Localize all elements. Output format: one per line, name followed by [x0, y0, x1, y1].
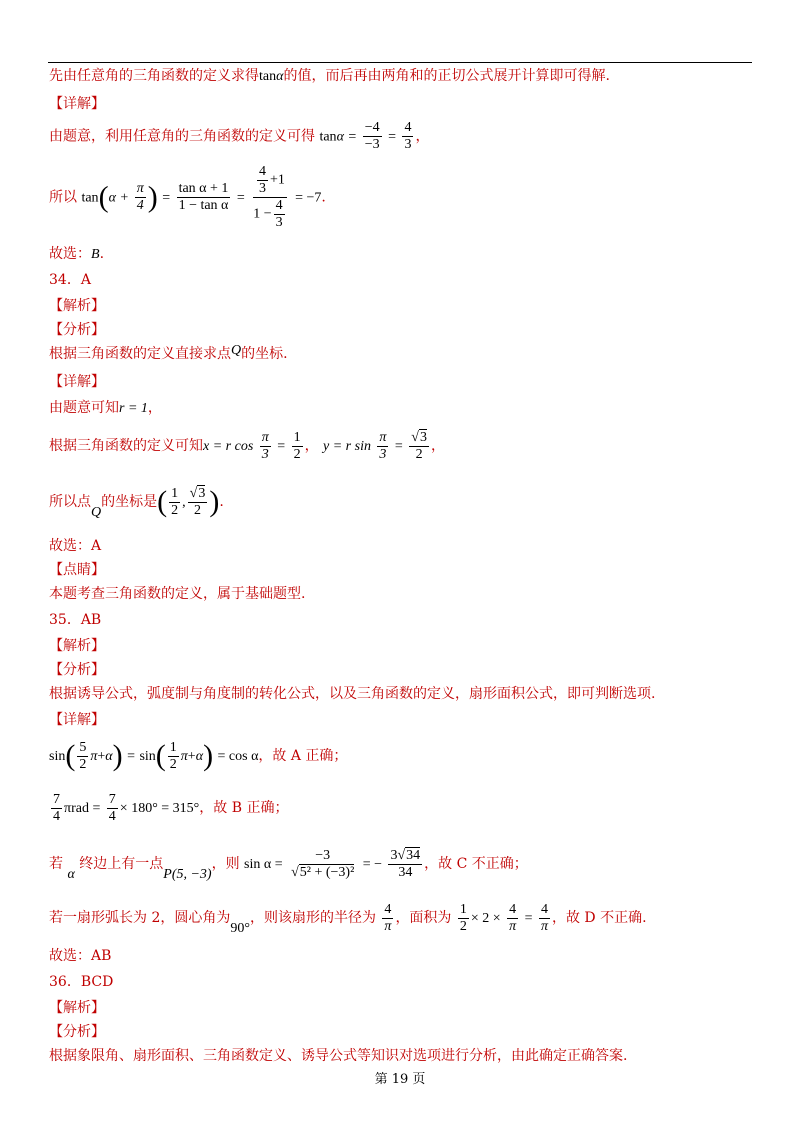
text: .: [219, 494, 224, 510]
math-degrees: × 180° = 315°: [119, 801, 200, 816]
fraction-1-2: [168, 740, 179, 773]
denominator: 34: [398, 864, 413, 880]
fraction-7-4: [107, 792, 118, 825]
radicand: 3: [198, 485, 206, 501]
math-Q: Q: [231, 343, 242, 358]
denominator: −3: [364, 137, 380, 152]
heading-detail: 【详解】: [49, 96, 105, 112]
numerator: π: [261, 429, 269, 445]
math-tan: tan: [259, 69, 277, 84]
math-plus: +: [120, 190, 129, 206]
radicand: 3: [419, 429, 427, 445]
denominator: 3: [261, 446, 269, 462]
one-minus: 1 −: [253, 206, 272, 222]
solution-line-a: [49, 734, 347, 779]
math-eq: =: [236, 190, 245, 206]
numerator: 4: [384, 901, 392, 917]
numerator: 4: [258, 164, 266, 179]
denominator: 2: [193, 502, 201, 518]
fraction-sqrt3-2: [188, 486, 208, 519]
denominator: 4: [136, 198, 144, 213]
math-alpha: α: [276, 69, 284, 84]
math-90deg: 90°: [230, 921, 250, 936]
text: 若: [49, 856, 63, 872]
page-number: 第 19 页: [374, 1072, 426, 1087]
math-sin: sin: [49, 749, 66, 764]
paren-open: (: [155, 739, 166, 772]
heading-breakdown: 【分析】: [49, 662, 105, 678]
choice-line-34: [49, 536, 101, 556]
numerator: √3: [189, 485, 206, 501]
coefficient: 3: [390, 847, 398, 863]
math-eq: =: [162, 190, 171, 206]
answer: AB: [91, 948, 112, 964]
fraction-4-pi: [539, 902, 550, 935]
fraction-7-4: [51, 792, 62, 825]
fraction-pi-3: [260, 430, 271, 463]
numerator: −4: [364, 120, 380, 135]
math-alpha: α: [67, 867, 75, 882]
numerator: π: [136, 181, 144, 196]
comment-line-34: 本题考查三角函数的定义，属于基础题型.: [49, 586, 306, 602]
numerator: 7: [108, 791, 116, 807]
numerator: 4: [275, 198, 283, 213]
fraction-4-pi: [507, 902, 518, 935]
text: 若一扇形弧长为 2，圆心角为: [49, 910, 231, 926]
solution-line-d: [49, 896, 647, 941]
fraction-4-3: [402, 120, 413, 153]
text: 由题意，利用任意角的三角函数的定义可得: [49, 128, 315, 145]
math-r: r = 1: [119, 401, 148, 416]
numerator: π: [379, 429, 387, 445]
numerator: 7: [53, 791, 60, 807]
denominator: 2: [293, 446, 301, 462]
analysis-line-35: 根据诱导公式，弧度制与角度制的转化公式，以及三角函数的定义，扇形面积公式，即可判断选项.: [49, 686, 656, 702]
math-eq: =: [127, 749, 135, 764]
text: ，: [147, 400, 162, 416]
heading-detail: 【详解】: [49, 374, 105, 390]
paren-close: ): [147, 180, 158, 214]
math-result: = −7: [295, 190, 322, 206]
text: ，则: [211, 856, 240, 872]
paren-close: ): [112, 739, 123, 772]
text: .: [99, 246, 105, 262]
paren-close: ): [209, 485, 220, 518]
heading-comment: 【点睛】: [49, 562, 105, 578]
numerator: tan α + 1: [178, 181, 229, 196]
math-Q: Q: [91, 505, 102, 520]
fraction-5-2: [77, 740, 88, 773]
math-alpha: α: [195, 749, 204, 764]
math-x: x = r cos: [203, 439, 254, 454]
heading-detail: 【详解】: [49, 712, 105, 728]
paren-close: ): [203, 739, 214, 772]
text: ，: [304, 438, 319, 454]
solution-line-r: [49, 398, 162, 419]
math-tan: tan: [319, 129, 337, 145]
text: ，面积为: [395, 910, 452, 926]
math-eq: =: [277, 439, 286, 454]
denominator: [251, 198, 288, 231]
comma: ,: [182, 495, 186, 510]
math-plus: +: [97, 749, 106, 764]
radicand: 5² + (−3)²: [299, 864, 355, 880]
heading-analysis: 【解析】: [49, 298, 105, 314]
header-rule: [48, 62, 752, 63]
denominator: 2: [459, 918, 467, 934]
choice-line-35: [49, 946, 111, 966]
solution-line-b: [49, 788, 289, 829]
heading-breakdown: 【分析】: [49, 1024, 105, 1040]
fraction-1-2: [292, 430, 303, 463]
paren-open: (: [157, 485, 168, 518]
denominator: 2: [169, 756, 177, 772]
numerator: 4: [404, 120, 412, 135]
numerator: [253, 164, 287, 198]
math-cos-alpha: = cos α: [217, 749, 259, 764]
numerator: 1: [293, 429, 301, 445]
radicand: 34: [406, 847, 421, 863]
denominator: 1 − tan α: [178, 198, 229, 213]
math-alpha: α: [336, 129, 344, 145]
text: 根据三角函数的定义直接求点: [49, 346, 231, 362]
math-sin-alpha: sin α =: [244, 857, 283, 872]
math-eq: =: [524, 911, 533, 926]
math-pi: π: [90, 749, 98, 764]
text: 的坐标.: [241, 346, 288, 362]
text: 的值，而后再由两角和的正切公式展开计算即可得解.: [283, 68, 610, 84]
math-eq: =: [348, 129, 357, 145]
fraction-sin-value: [289, 848, 356, 881]
text: 的坐标是: [101, 494, 158, 510]
text: 所以: [49, 189, 77, 206]
solution-line-c: [49, 840, 528, 889]
heading-analysis: 【解析】: [49, 1000, 105, 1016]
math-alpha: α: [105, 749, 113, 764]
math-eq: =: [388, 129, 396, 145]
denominator: 3: [379, 446, 387, 462]
math-eq: =: [394, 439, 403, 454]
text: 终边上有一点: [79, 856, 164, 872]
numerator: 1: [169, 739, 177, 755]
fraction-4-pi: [382, 902, 393, 935]
text: ，则该扇形的半径为: [249, 910, 376, 926]
choice-line-33: [49, 244, 104, 265]
plus-one: +1: [269, 172, 285, 188]
text: 故选：: [49, 246, 91, 262]
text: 根据三角函数的定义可知: [49, 438, 203, 454]
denominator: π: [540, 918, 548, 934]
question-35-header: 35．AB: [49, 612, 102, 628]
denominator: 4: [108, 808, 116, 824]
math-y: y = r sin: [323, 439, 371, 454]
math-tan: tan: [81, 190, 99, 206]
numerator: 3√34: [390, 847, 421, 863]
fraction-4-3: [274, 198, 285, 231]
fraction-pi-4: [135, 181, 146, 214]
fraction-4-3: [257, 164, 268, 197]
text: ，: [415, 128, 430, 145]
solution-line-point: [49, 480, 224, 525]
question-34-header: 34．A: [49, 272, 91, 288]
solution-line-tan-sum: [49, 164, 326, 231]
denominator: π: [509, 918, 517, 934]
text: 所以点: [49, 494, 91, 510]
analysis-line-34: [49, 344, 288, 365]
numerator: 1: [459, 901, 467, 917]
math-sin: sin: [139, 749, 156, 764]
numerator: 5: [79, 739, 87, 755]
denominator: π: [384, 918, 392, 934]
denominator: 3: [275, 215, 283, 230]
math-eq: = −: [362, 857, 383, 872]
fraction-1-2: [169, 486, 180, 519]
question-36-header: 36．BCD: [49, 974, 114, 990]
fraction-1-2: [458, 902, 469, 935]
analysis-line-36: 根据象限角、扇形面积、三角函数定义、诱导公式等知识对选项进行分析，由此确定正确答案.: [49, 1048, 628, 1064]
denominator: 2: [79, 756, 87, 772]
paren-open: (: [98, 180, 109, 214]
denominator: 2: [171, 502, 179, 518]
answer: B: [91, 247, 100, 262]
paren-open: (: [65, 739, 76, 772]
math-point-P: P(5, −3): [163, 867, 212, 882]
fraction-neg4-neg3: [363, 120, 382, 153]
text: ，故 C 不正确；: [424, 856, 528, 872]
math-pi: π: [180, 749, 188, 764]
solution-line-xy: [49, 424, 445, 469]
denominator: 4: [53, 808, 60, 824]
math-times: × 2 ×: [470, 911, 501, 926]
text: ，故 A 正确；: [258, 748, 348, 764]
heading-breakdown: 【分析】: [49, 322, 105, 338]
fraction-tan-formula: [177, 181, 231, 214]
fraction-3sqrt34-34: [388, 848, 422, 881]
fraction-compound: [251, 164, 288, 231]
heading-analysis: 【解析】: [49, 638, 105, 654]
text: 故选：: [49, 538, 91, 554]
text: .: [321, 189, 326, 206]
denominator: 3: [258, 181, 266, 196]
text: 先由任意角的三角函数的定义求得: [49, 68, 259, 84]
text: ，故 D 不正确.: [551, 910, 647, 926]
analysis-line-33: [49, 66, 610, 87]
numerator: √3: [411, 429, 427, 445]
solution-line-tan: [49, 120, 429, 153]
denominator: √5² + (−3)²: [291, 864, 355, 880]
numerator: 4: [540, 901, 548, 917]
text: ，: [430, 438, 445, 454]
fraction-pi-3: [377, 430, 388, 463]
denominator: 2: [415, 446, 423, 462]
text: 由题意可知: [49, 400, 119, 416]
math-alpha: α: [108, 190, 116, 206]
text: 故选：: [49, 948, 91, 964]
numerator: 4: [509, 901, 517, 917]
numerator: −3: [315, 847, 331, 863]
math-rad: πrad =: [64, 801, 101, 816]
denominator: 3: [404, 137, 412, 152]
answer: A: [91, 538, 102, 554]
fraction-sqrt3-2: [409, 430, 429, 463]
text: ，故 B 正确；: [199, 800, 289, 816]
math-plus: +: [187, 749, 196, 764]
numerator: 1: [171, 485, 179, 501]
